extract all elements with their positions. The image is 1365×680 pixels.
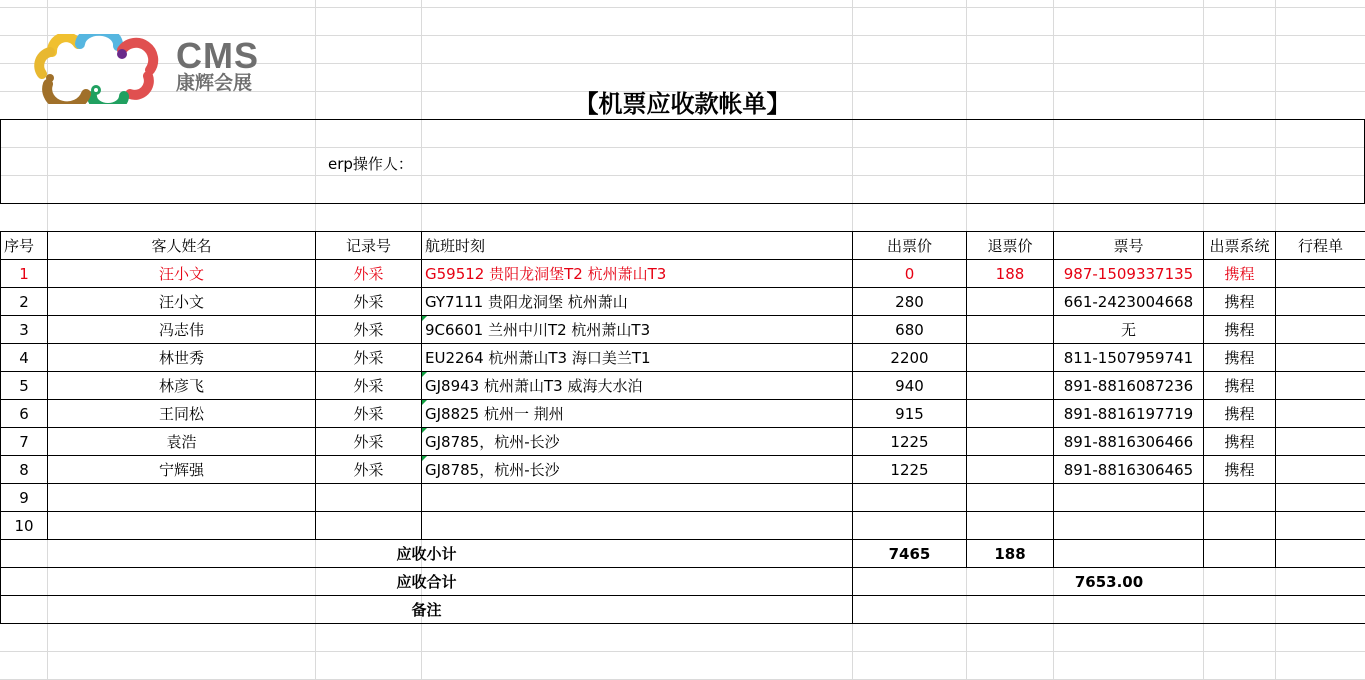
cell-name[interactable]: 林彦飞 [48, 372, 316, 400]
cell-ticket[interactable]: 891-8816306465 [1054, 456, 1204, 484]
cell-price[interactable]: 1225 [853, 428, 967, 456]
remark-row [1, 596, 1365, 624]
cell-no[interactable]: 10 [1, 512, 48, 540]
cell-refund[interactable] [967, 428, 1054, 456]
cell-name[interactable]: 冯志伟 [48, 316, 316, 344]
subtotal-refund[interactable]: 188 [967, 540, 1054, 568]
bill-table [0, 231, 1365, 624]
header-record[interactable]: 记录号 [316, 232, 422, 260]
cell-name[interactable]: 宁辉强 [48, 456, 316, 484]
cell-flight[interactable] [422, 484, 853, 512]
header-ticket[interactable]: 票号 [1054, 232, 1204, 260]
cell-name[interactable] [48, 484, 316, 512]
cell-no[interactable]: 6 [1, 400, 48, 428]
cell-record[interactable]: 外采 [316, 288, 422, 316]
subtotal-price[interactable]: 7465 [853, 540, 967, 568]
cell-system[interactable]: 携程 [1204, 400, 1276, 428]
cell-record[interactable]: 外采 [316, 400, 422, 428]
cell-system[interactable] [1204, 512, 1276, 540]
logo-company-name: 康辉会展 [176, 72, 253, 94]
operator-box [0, 119, 1365, 204]
cell-ticket[interactable]: 无 [1054, 316, 1204, 344]
cell-itinerary[interactable] [1276, 400, 1365, 428]
cell-flight[interactable]: GY7111 贵阳龙洞堡 杭州萧山 [422, 288, 853, 316]
cell-itinerary[interactable] [1276, 344, 1365, 372]
cell-refund[interactable] [967, 456, 1054, 484]
cell-no[interactable]: 4 [1, 344, 48, 372]
subtotal-row [1, 540, 1365, 568]
header-refund[interactable]: 退票价 [967, 232, 1054, 260]
cell-itinerary[interactable] [1276, 484, 1365, 512]
cell-refund[interactable] [967, 512, 1054, 540]
subtotal-empty-itinerary[interactable] [1276, 540, 1365, 568]
subtotal-empty-system[interactable] [1204, 540, 1276, 568]
cell-name[interactable]: 汪小文 [48, 260, 316, 288]
cell-record[interactable]: 外采 [316, 456, 422, 484]
cell-itinerary[interactable] [1276, 316, 1365, 344]
table-row [1, 456, 1365, 484]
subtotal-empty-ticket[interactable] [1054, 540, 1204, 568]
cell-name[interactable] [48, 512, 316, 540]
cell-flight[interactable]: 9C6601 兰州中川T2 杭州萧山T3 [422, 316, 853, 344]
cell-flight[interactable] [422, 512, 853, 540]
cell-refund[interactable] [967, 316, 1054, 344]
cell-price[interactable]: 680 [853, 316, 967, 344]
cell-name[interactable]: 袁浩 [48, 428, 316, 456]
cell-itinerary[interactable] [1276, 372, 1365, 400]
cell-ticket[interactable] [1054, 512, 1204, 540]
cell-price[interactable] [853, 512, 967, 540]
cell-system[interactable]: 携程 [1204, 456, 1276, 484]
subtotal-label[interactable]: 应收小计 [1, 540, 853, 568]
cell-price[interactable]: 2200 [853, 344, 967, 372]
cell-ticket[interactable]: 891-8816306466 [1054, 428, 1204, 456]
cell-system[interactable]: 携程 [1204, 372, 1276, 400]
cell-record[interactable]: 外采 [316, 372, 422, 400]
cell-no[interactable]: 7 [1, 428, 48, 456]
header-seq[interactable]: 序号 [1, 232, 48, 260]
cell-flight[interactable]: GJ8785，杭州-长沙 [422, 456, 853, 484]
remark-label[interactable]: 备注 [1, 596, 853, 624]
cell-ticket[interactable]: 987-1509337135 [1054, 260, 1204, 288]
table-row [1, 344, 1365, 372]
operator-label: erp操作人： [328, 155, 413, 173]
cell-flight[interactable]: GJ8825 杭州一 荆州 [422, 400, 853, 428]
logo-brand: CMS [176, 35, 259, 76]
cell-flight[interactable]: GJ8943 杭州萧山T3 威海大水泊 [422, 372, 853, 400]
cell-itinerary[interactable] [1276, 512, 1365, 540]
cell-no[interactable]: 5 [1, 372, 48, 400]
cell-ticket[interactable]: 661-2423004668 [1054, 288, 1204, 316]
cell-ticket[interactable] [1054, 484, 1204, 512]
cell-no[interactable]: 9 [1, 484, 48, 512]
cell-no[interactable]: 1 [1, 260, 48, 288]
cell-no[interactable]: 3 [1, 316, 48, 344]
cell-price[interactable]: 0 [853, 260, 967, 288]
cell-name[interactable]: 林世秀 [48, 344, 316, 372]
header-flight[interactable]: 航班时刻 [422, 232, 853, 260]
cell-price[interactable]: 915 [853, 400, 967, 428]
cell-refund[interactable] [967, 372, 1054, 400]
cell-itinerary[interactable] [1276, 456, 1365, 484]
cell-flight[interactable]: EU2264 杭州萧山T3 海口美兰T1 [422, 344, 853, 372]
table-row [1, 260, 1365, 288]
cell-refund[interactable] [967, 288, 1054, 316]
cell-system[interactable] [1204, 484, 1276, 512]
cell-no[interactable]: 2 [1, 288, 48, 316]
cell-record[interactable] [316, 484, 422, 512]
cell-refund[interactable] [967, 484, 1054, 512]
cell-ticket[interactable]: 891-8816087236 [1054, 372, 1204, 400]
header-system[interactable]: 出票系统 [1204, 232, 1276, 260]
table-row [1, 316, 1365, 344]
total-row [1, 568, 1365, 596]
logo-text [176, 35, 259, 94]
table-row [1, 372, 1365, 400]
table-header-row [1, 232, 1365, 260]
cell-system[interactable]: 携程 [1204, 344, 1276, 372]
cell-name[interactable]: 王同松 [48, 400, 316, 428]
cell-itinerary[interactable] [1276, 288, 1365, 316]
remark-value[interactable] [853, 596, 1365, 624]
cell-ticket[interactable]: 891-8816197719 [1054, 400, 1204, 428]
cell-record[interactable]: 外采 [316, 428, 422, 456]
header-price[interactable]: 出票价 [853, 232, 967, 260]
cell-system[interactable]: 携程 [1204, 428, 1276, 456]
cell-record[interactable]: 外采 [316, 260, 422, 288]
cell-flight[interactable]: GJ8785，杭州-长沙 [422, 428, 853, 456]
table-row [1, 484, 1365, 512]
cell-itinerary[interactable] [1276, 260, 1365, 288]
cell-refund[interactable] [967, 400, 1054, 428]
cell-price[interactable]: 1225 [853, 456, 967, 484]
header-guest-name[interactable]: 客人姓名 [48, 232, 316, 260]
cell-refund[interactable] [967, 344, 1054, 372]
header-itinerary[interactable]: 行程单 [1276, 232, 1365, 260]
table-row [1, 428, 1365, 456]
total-value[interactable]: 7653.00 [853, 568, 1365, 596]
cell-price[interactable] [853, 484, 967, 512]
cell-system[interactable]: 携程 [1204, 288, 1276, 316]
total-label[interactable]: 应收合计 [1, 568, 853, 596]
cell-system[interactable]: 携程 [1204, 316, 1276, 344]
cell-price[interactable]: 280 [853, 288, 967, 316]
table-row [1, 288, 1365, 316]
cell-flight[interactable]: G59512 贵阳龙洞堡T2 杭州萧山T3 [422, 260, 853, 288]
cell-refund[interactable]: 188 [967, 260, 1054, 288]
cell-system[interactable]: 携程 [1204, 260, 1276, 288]
table-row [1, 400, 1365, 428]
cell-ticket[interactable]: 811-1507959741 [1054, 344, 1204, 372]
page-title: 【机票应收款帐单】 [574, 89, 791, 118]
cell-price[interactable]: 940 [853, 372, 967, 400]
cell-record[interactable]: 外采 [316, 316, 422, 344]
cell-no[interactable]: 8 [1, 456, 48, 484]
cell-name[interactable]: 汪小文 [48, 288, 316, 316]
table-row [1, 512, 1365, 540]
cell-record[interactable]: 外采 [316, 344, 422, 372]
cell-record[interactable] [316, 512, 422, 540]
cell-itinerary[interactable] [1276, 428, 1365, 456]
